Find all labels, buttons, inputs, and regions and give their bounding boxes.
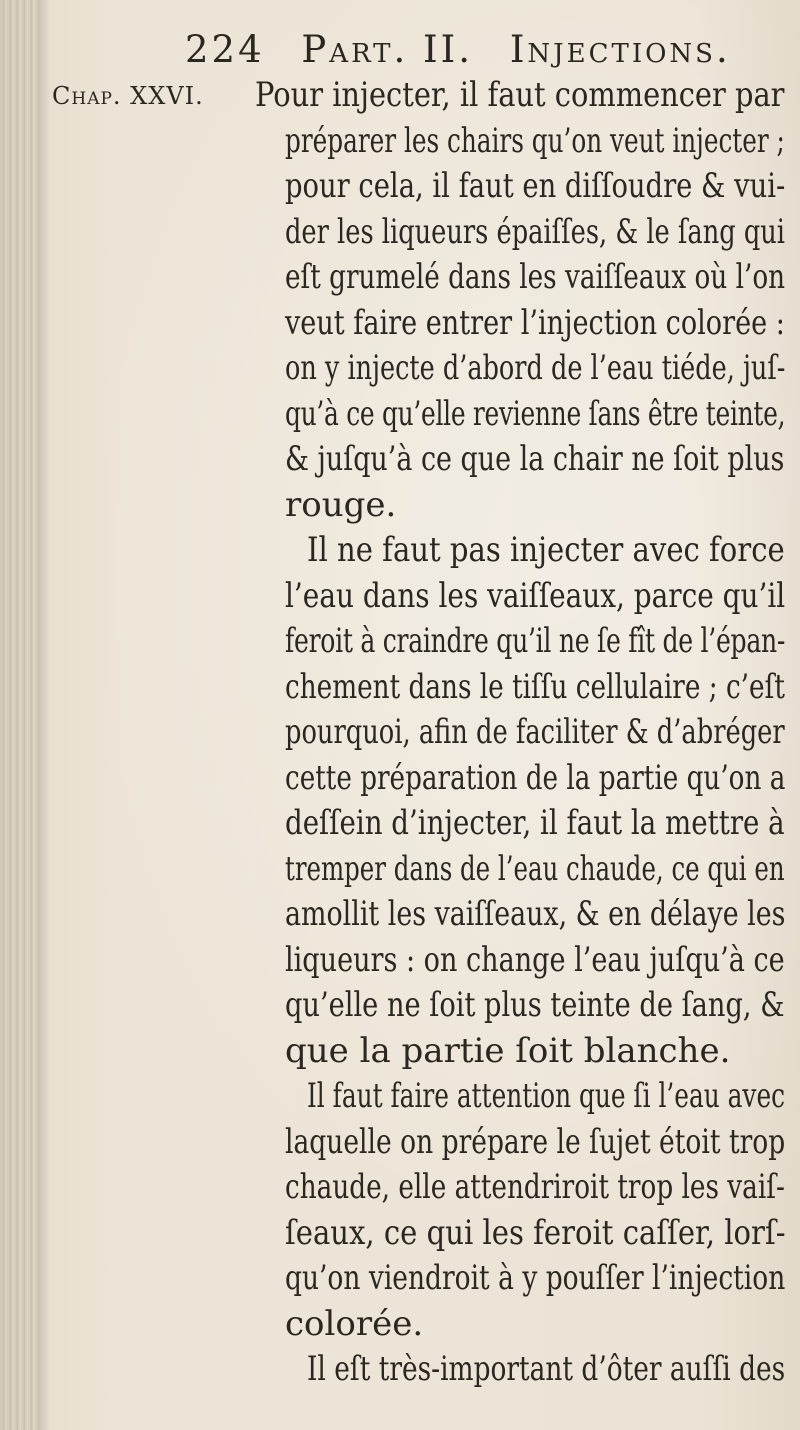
- text-line: qu’à ce qu’elle revienne ſans être teinte,: [285, 393, 786, 434]
- text-line: cette préparation de la partie qu’on a: [285, 757, 786, 798]
- text-line: chement dans le tiſſu cellulaire ; c’eſt: [285, 666, 785, 707]
- text-line: laquelle on prépare le ſujet étoit trop: [285, 1121, 786, 1162]
- text-line: Il faut faire attention que ſi l’eau avec: [307, 1076, 786, 1116]
- text-line: qu’on viendroit à y pouſſer l’injection: [285, 1258, 786, 1298]
- text-line: ſeaux, ce qui les feroit caſſer, lorſ-: [285, 1212, 786, 1253]
- text-line: feroit à craindre qu’il ne ſe fît de l’épan-: [285, 621, 786, 661]
- text-line: on y injecte d’abord de l’eau tiéde, juſ-: [285, 348, 786, 388]
- text-line: qu’elle ne ſoit plus teinte de ſang, &: [285, 985, 785, 1025]
- text-line: préparer les chairs qu’on veut injecter ;: [285, 120, 785, 161]
- header-part: Part. II.: [301, 28, 474, 71]
- chapter-margin-note: Chap. XXVI.: [52, 82, 204, 110]
- text-line: deſſein d’injecter, il faut la mettre à: [285, 803, 785, 843]
- binding-shadow: [38, 0, 50, 1430]
- text-line: Il ne faut pas injecter avec force: [307, 530, 785, 570]
- body-text: [255, 73, 786, 1393]
- text-line: Il eſt très-important d’ôter auſſi des: [307, 1349, 786, 1389]
- running-header: [185, 28, 753, 71]
- header-section: Injections.: [509, 28, 731, 71]
- text-line: chaude, elle attendriroit trop les vaiſ-: [285, 1167, 785, 1207]
- text-line: colorée.: [285, 1303, 424, 1344]
- text-line: tremper dans de l’eau chaude, ce qui en: [285, 848, 785, 889]
- text-line: Pour injecter, il faut commencer par: [255, 75, 785, 115]
- text-line: eſt grumelé dans les vaiſſeaux où l’on: [285, 257, 786, 297]
- text-line: der les liqueurs épaiſſes, & le ſang qui: [285, 211, 786, 252]
- text-line: liqueurs : on change l’eau juſqu’à ce: [285, 939, 785, 980]
- text-line: que la partie ſoit blanche.: [285, 1030, 731, 1071]
- text-line: amollit les vaiſſeaux, & en délaye les: [285, 894, 786, 934]
- text-line: pour cela, il faut en diſſoudre & vui-: [285, 166, 786, 206]
- text-line: pourquoi, afin de faciliter & d’abréger: [285, 712, 785, 752]
- page-number: 224: [185, 28, 265, 71]
- text-line: & juſqu’à ce que la chair ne ſoit plus: [285, 439, 785, 479]
- text-line: veut faire entrer l’injection colorée :: [285, 302, 785, 343]
- text-line: l’eau dans les vaiſſeaux, parce qu’il: [285, 575, 786, 616]
- book-binding: [0, 0, 38, 1430]
- text-line: rouge.: [285, 484, 397, 525]
